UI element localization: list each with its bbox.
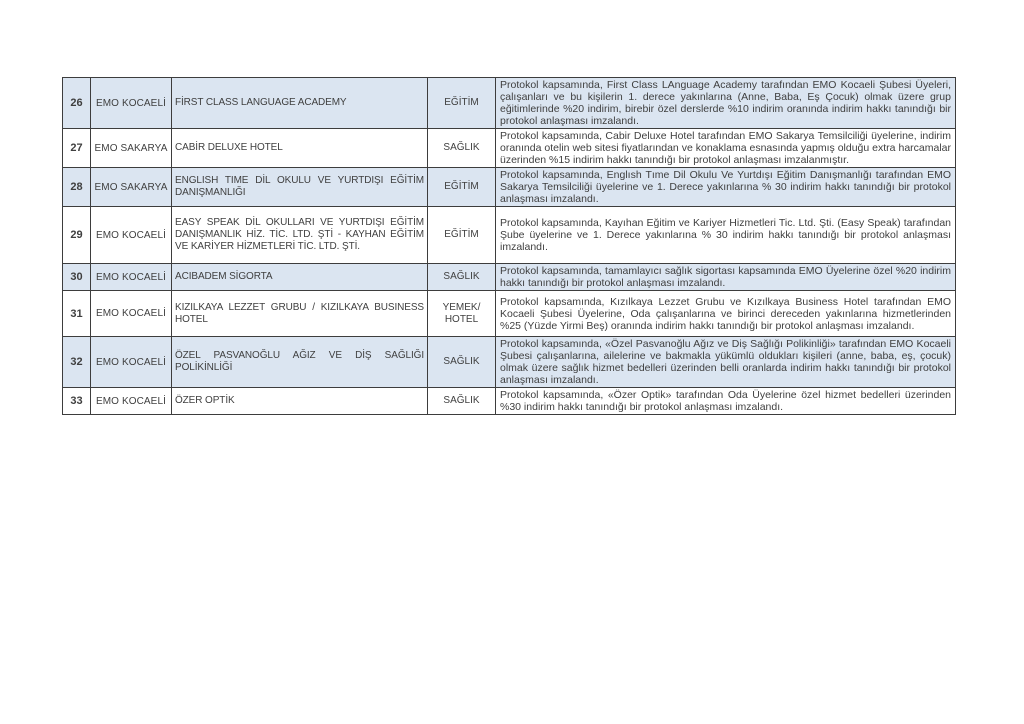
organization-cell: KIZILKAYA LEZZET GRUBU / KIZILKAYA BUSINESS HOTEL [172, 291, 428, 337]
branch-cell: EMO KOCAELİ [91, 78, 172, 129]
table-row [63, 388, 956, 415]
row-number: 27 [63, 129, 91, 168]
row-number: 29 [63, 207, 91, 264]
category-cell: YEMEK/ HOTEL [428, 291, 496, 337]
table-row [63, 264, 956, 291]
branch-cell: EMO SAKARYA [91, 168, 172, 207]
organization-cell: CABİR DELUXE HOTEL [172, 129, 428, 168]
branch-cell: EMO KOCAELİ [91, 207, 172, 264]
category-cell: SAĞLIK [428, 264, 496, 291]
protocol-agreements-table [62, 77, 956, 415]
row-number: 30 [63, 264, 91, 291]
organization-cell: ÖZER OPTİK [172, 388, 428, 415]
branch-cell: EMO KOCAELİ [91, 291, 172, 337]
description-cell: Protokol kapsamında, «Özer Optik» tarafından Oda Üyelerine özel hizmet bedelleri üzerinden %30 indirim hakkı tanındığı bir protokol anlaşması imzalandı. [496, 388, 956, 415]
organization-cell: ACIBADEM SİGORTA [172, 264, 428, 291]
organization-cell: EASY SPEAK DİL OKULLARI VE YURTDIŞI EĞİTİM DANIŞMANLIK HİZ. TİC. LTD. ŞTİ - KAYHAN EĞİTİM VE KARİYER HİZMETLERİ TİC. LTD. ŞTİ. [172, 207, 428, 264]
organization-cell: ENGLISH TIME DİL OKULU VE YURTDIŞI EĞİTİM DANIŞMANLIĞI [172, 168, 428, 207]
table-row [63, 291, 956, 337]
category-cell: SAĞLIK [428, 388, 496, 415]
branch-cell: EMO SAKARYA [91, 129, 172, 168]
table-row [63, 207, 956, 264]
row-number: 31 [63, 291, 91, 337]
description-cell: Protokol kapsamında, Cabir Deluxe Hotel tarafından EMO Sakarya Temsilciliği üyelerine, indirim oranında otelin web sitesi fiyatlarından ve konaklama esnasında yapmış olduğu extra harcamalar üzerinden %15 indirim hakkı tanındığı bir protokol anlaşması imzalanmıştır. [496, 129, 956, 168]
category-cell: SAĞLIK [428, 337, 496, 388]
row-number: 32 [63, 337, 91, 388]
row-number: 26 [63, 78, 91, 129]
table-row [63, 337, 956, 388]
branch-cell: EMO KOCAELİ [91, 337, 172, 388]
branch-cell: EMO KOCAELİ [91, 388, 172, 415]
description-cell: Protokol kapsamında, First Class LAnguage Academy tarafından EMO Kocaeli Şubesi Üyeleri, çalışanları ve bu kişilerin 1. derece yakınlarına (Anne, Baba, Eş Çocuk) olmak üzere grup eğitimlerinde %20 indirim, birebir özel derslerde %10 indirim oranında indirim hakkı tanındığı bir protokol anlaşması imzalandı. [496, 78, 956, 129]
category-cell: SAĞLIK [428, 129, 496, 168]
organization-cell: ÖZEL PASVANOĞLU AĞIZ VE DİŞ SAĞLIĞI POLİKİNLİĞİ [172, 337, 428, 388]
table-row [63, 78, 956, 129]
description-cell: Protokol kapsamında, «Özel Pasvanoğlu Ağız ve Diş Sağlığı Polikinliği» tarafından EMO Kocaeli Şubesi çalışanlarına, ailelerine ve bakmakla yükümlü oldukları kişileri (anne, baba, eş, çocuk) olmak üzere sağlık hizmet bedelleri üzerinden belli oranlarda indirim hakkı tanındığı bir protokol anlaşması imzalandı. [496, 337, 956, 388]
category-cell: EĞİTİM [428, 168, 496, 207]
row-number: 28 [63, 168, 91, 207]
row-number: 33 [63, 388, 91, 415]
category-cell: EĞİTİM [428, 78, 496, 129]
table-row [63, 168, 956, 207]
organization-cell: FİRST CLASS LANGUAGE ACADEMY [172, 78, 428, 129]
category-cell: EĞİTİM [428, 207, 496, 264]
description-cell: Protokol kapsamında, Kayıhan Eğitim ve Kariyer Hizmetleri Tic. Ltd. Şti. (Easy Speak) tarafından Şube üyelerine ve 1. Derece yakınlarına % 30 indirim hakkı tanındığı bir protokol anlaşması imzalandı. [496, 207, 956, 264]
table-row [63, 129, 956, 168]
description-cell: Protokol kapsamında, tamamlayıcı sağlık sigortası kapsamında EMO Üyelerine özel %20 indirim hakkı tanındığı bir protokol anlaşması imzalandı. [496, 264, 956, 291]
branch-cell: EMO KOCAELİ [91, 264, 172, 291]
description-cell: Protokol kapsamında, Kızılkaya Lezzet Grubu ve Kızılkaya Business Hotel tarafından EMO Kocaeli Şubesi Üyelerine, Oda çalışanlarına ve birinci dereceden yakınlarına hizmetlerinden %25 (Yüzde Yirmi Beş) oranında indirim hakkı tanındığı bir protokol anlaşması imzalandı. [496, 291, 956, 337]
description-cell: Protokol kapsamında, Englısh Tıme Dil Okulu Ve Yurtdışı Eğitim Danışmanlığı tarafından EMO Sakarya Temsilciliği üyelerine ve 1. Derece yakınlarına % 30 indirim hakkı tanındığı bir protokol anlaşması imzalandı. [496, 168, 956, 207]
